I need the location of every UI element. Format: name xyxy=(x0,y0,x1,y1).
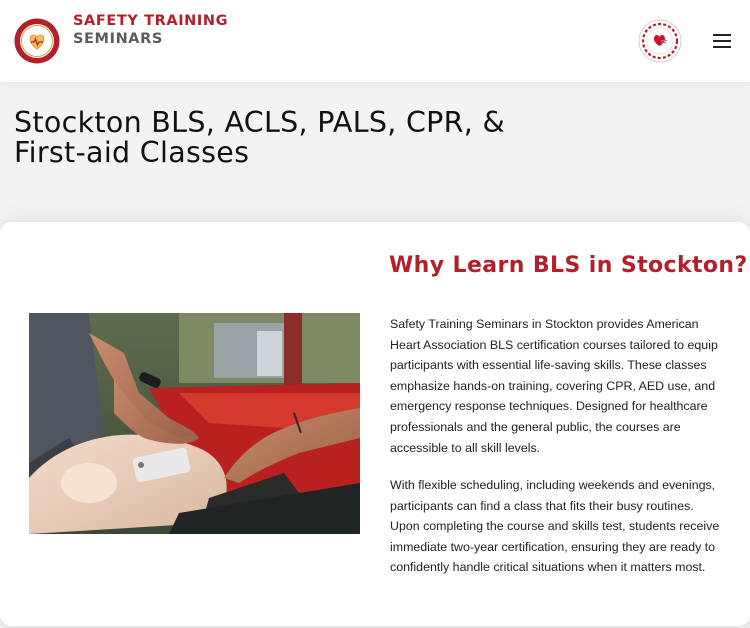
aha-authorized-training-center-badge-icon xyxy=(638,19,682,63)
brand-name-line1[interactable]: SAFETY TRAINING xyxy=(73,13,229,29)
section-paragraph-2: With flexible scheduling, including weekends and evenings, participants can find a class that fits their busy routines. Upon completing the course and skills test, students receive immediate two-year certification, ensuring they are ready to confidently handle critical situations when it matters most. xyxy=(390,478,720,575)
page-title: Stockton BLS, ACLS, PALS, CPR, & First-aid Classes xyxy=(14,106,506,169)
section-paragraph-1: Safety Training Seminars in Stockton provides American Heart Association BLS certification courses tailored to equip participants with essential life-saving skills. These classes emphasize hands-on training, covering CPR, AED use, and emergency response techniques. Designed for healthcare professionals and the general public, the courses are accessible to all skill levels. xyxy=(390,317,718,455)
section-heading: Why Learn BLS in Stockton? xyxy=(389,253,748,278)
hamburger-menu-icon[interactable] xyxy=(713,34,731,48)
menu-bar xyxy=(713,46,731,48)
menu-bar xyxy=(713,34,731,36)
cpr-training-photo xyxy=(29,313,360,534)
safety-training-seal-icon[interactable] xyxy=(14,18,60,64)
menu-bar xyxy=(713,40,731,42)
site-header xyxy=(0,0,750,82)
brand-name-line2[interactable]: SEMINARS xyxy=(73,31,163,47)
content-card xyxy=(0,222,750,626)
